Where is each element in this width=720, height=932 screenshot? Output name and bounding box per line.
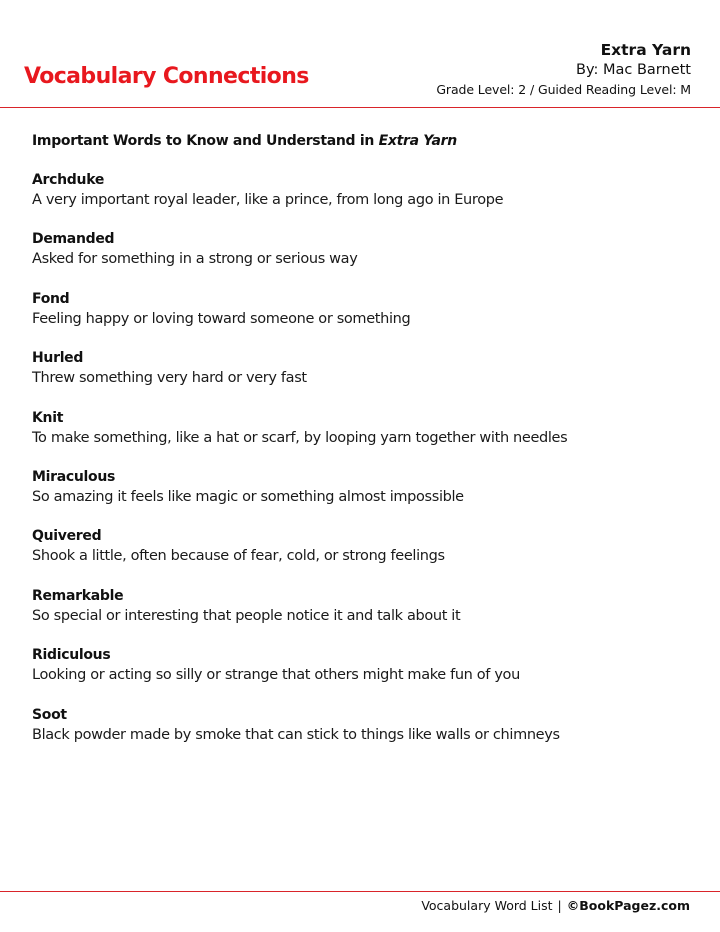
vocab-definition: Looking or acting so silly or strange that others might make fun of you (32, 667, 520, 684)
vocab-term: Hurled (32, 350, 84, 367)
book-title: Extra Yarn (600, 41, 691, 59)
vocab-item (32, 586, 702, 645)
footer-separator: | (557, 898, 562, 913)
vocabulary-list (32, 170, 702, 764)
vocab-term: Archduke (32, 172, 105, 188)
footer-divider (0, 891, 720, 892)
vocab-definition: Feeling happy or loving toward someone or something (32, 310, 411, 327)
vocab-definition: Black powder made by smoke that can stick to things like walls or chimneys (32, 726, 560, 743)
section-heading-book-title: Extra Yarn (378, 133, 457, 149)
vocabulary-section (32, 131, 702, 764)
header-divider (0, 107, 720, 108)
vocab-term: Quivered (32, 528, 102, 545)
vocab-term: Knit (32, 409, 64, 426)
page-title: Vocabulary Connections (24, 64, 309, 89)
page-footer (421, 898, 690, 913)
book-author: By: Mac Barnett (576, 62, 691, 78)
vocab-definition: So special or interesting that people notice it and talk about it (32, 607, 461, 624)
footer-copyright: ©BookPagez.com (566, 898, 690, 913)
vocab-item (32, 170, 702, 229)
vocab-definition: A very important royal leader, like a prince, from long ago in Europe (32, 192, 504, 208)
vocab-term: Soot (32, 706, 67, 723)
vocab-term: Demanded (32, 231, 115, 248)
section-heading (32, 131, 702, 151)
book-info (436, 40, 691, 100)
vocab-term: Ridiculous (32, 647, 111, 664)
page-header (0, 0, 720, 108)
vocab-definition: Shook a little, often because of fear, cold, or strong feelings (32, 548, 445, 565)
vocab-item (32, 408, 702, 467)
vocab-term: Fond (32, 290, 70, 307)
footer-doc-type: Vocabulary Word List (421, 898, 553, 913)
reading-level: Grade Level: 2 / Guided Reading Level: M (436, 82, 691, 97)
vocab-definition: Asked for something in a strong or serious way (32, 251, 358, 268)
vocab-item (32, 289, 702, 348)
vocab-definition: To make something, like a hat or scarf, by looping yarn together with needles (32, 429, 568, 446)
vocab-item (32, 229, 702, 288)
section-heading-text: Important Words to Know and Understand in (32, 133, 379, 149)
vocab-item (32, 526, 702, 585)
vocab-definition: Threw something very hard or very fast (32, 370, 307, 387)
vocab-definition: So amazing it feels like magic or something almost impossible (32, 488, 464, 505)
vocab-item (32, 467, 702, 526)
vocab-item (32, 645, 702, 704)
vocab-item (32, 348, 702, 407)
vocab-item (32, 705, 702, 764)
vocab-term: Remarkable (32, 587, 124, 604)
vocab-term: Miraculous (32, 468, 116, 485)
